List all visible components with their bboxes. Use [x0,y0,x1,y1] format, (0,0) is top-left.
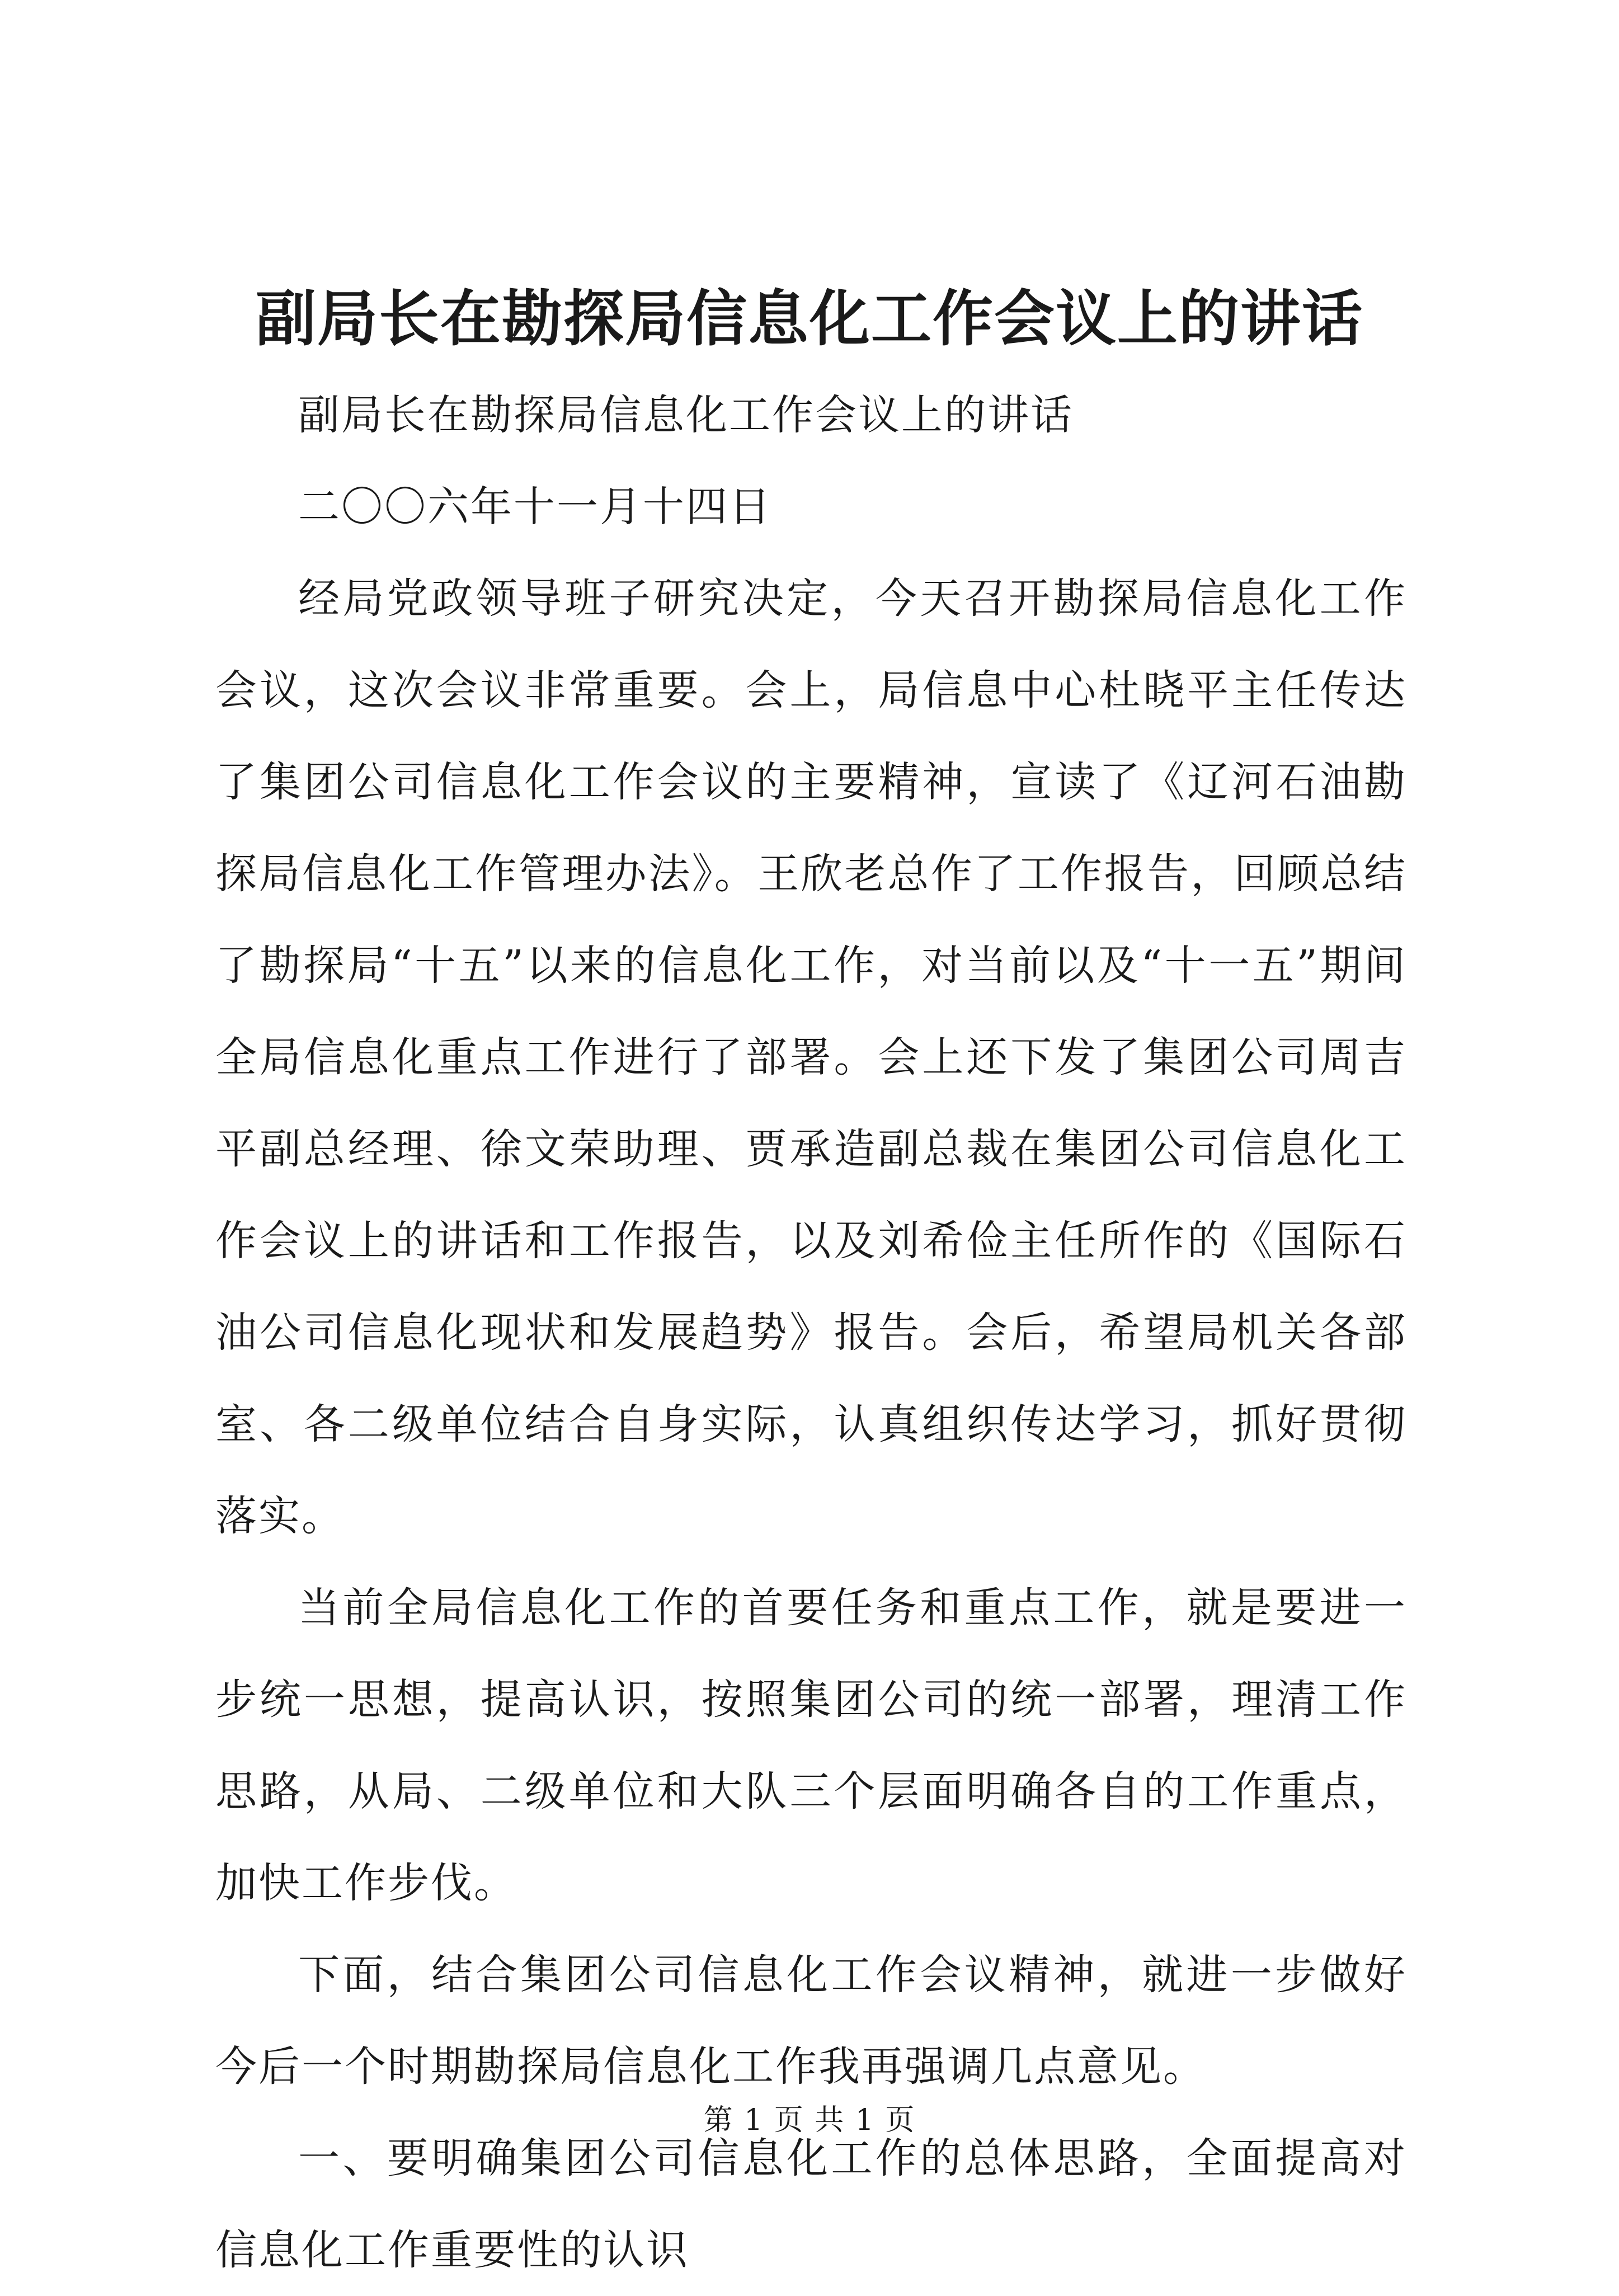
paragraph-3: 下面，结合集团公司信息化工作会议精神，就进一步做好今后一个时期勘探局信息化工作我再强调几点意见。 [215,1951,1407,2091]
paragraph-date: 二〇〇六年十一月十四日 [298,483,772,531]
document-body [215,369,1407,2296]
paragraph-subtitle: 副局长在勘探局信息化工作会议上的讲话 [298,391,1074,439]
document-title: 副局长在勘探局信息化工作会议上的讲话 [255,284,1363,354]
paragraph-1: 经局党政领导班子研究决定，今天召开勘探局信息化工作会议，这次会议非常重要。会上，局信息中心杜晓平主任传达了集团公司信息化工作会议的主要精神，宣读了《辽河石油勘探局信息化工作管理办法》。王欣老总作了工作报告，回顾总结了勘探局“十五”以来的信息化工作，对当前以及“十一五”期间全局信息化重点工作进行了部署。会上还下发了集团公司周吉平副总经理、徐文荣助理、贾承造副总裁在集团公司信息化工作会议上的讲话和工作报告，以及刘希俭主任所作的《国际石油公司信息化现状和发展趋势》报告。会后，希望局机关各部室、各二级单位结合自身实际，认真组织传达学习，抓好贯彻落实。 [215,575,1407,1540]
paragraph-2: 当前全局信息化工作的首要任务和重点工作，就是要进一步统一思想，提高认识，按照集团公司的统一部署，理清工作思路，从局、二级单位和大队三个层面明确各自的工作重点，加快工作步伐。 [215,1584,1407,1907]
paragraph-section-heading: 一、要明确集团公司信息化工作的总体思路，全面提高对信息化工作重要性的认识 [215,2134,1407,2274]
page-footer: 第 1 页 共 1 页 [703,2104,916,2137]
